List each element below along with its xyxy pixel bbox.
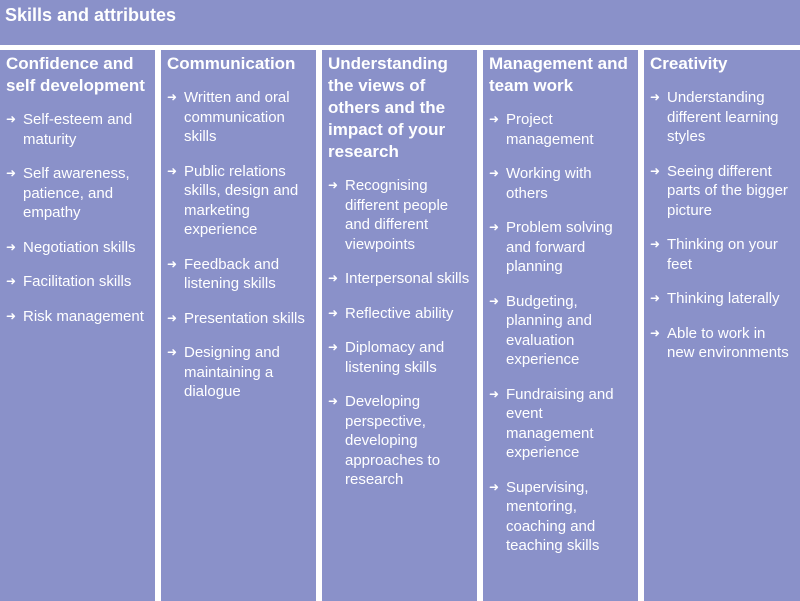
skill-item-label: Working with others [506, 165, 592, 202]
arrow-right-icon: ➜ [167, 256, 178, 271]
skill-item-label: Written and oral communication skills [184, 89, 290, 145]
skill-item-label: Risk management [23, 307, 144, 325]
skill-item [650, 289, 796, 309]
arrow-right-icon: ➜ [6, 274, 17, 288]
column-title: Management and team work [489, 54, 628, 95]
arrow-right-icon: ➜ [167, 163, 178, 178]
arrow-right-icon: ➜ [650, 325, 661, 340]
arrow-right-icon: ➜ [6, 112, 17, 126]
arrow-right-icon: ➜ [328, 394, 339, 408]
skill-item [167, 88, 312, 147]
arrow-right-icon: ➜ [650, 237, 661, 251]
skill-item-label: Facilitation skills [23, 273, 132, 290]
arrow-right-icon: ➜ [489, 293, 500, 308]
skill-item-label: Budgeting, planning and evaluation experience [506, 292, 592, 368]
arrow-right-icon: ➜ [650, 90, 661, 104]
skill-item [489, 478, 634, 556]
column-title: Communication [167, 54, 296, 73]
arrow-right-icon: ➜ [6, 308, 17, 323]
skill-item [328, 304, 473, 324]
arrow-right-icon: ➜ [328, 178, 339, 192]
skill-item [6, 307, 151, 327]
skill-item [489, 164, 634, 203]
skill-item-label: Problem solving and forward planning [506, 219, 613, 275]
diagram-title: Skills and attributes [0, 0, 800, 45]
column-communication [161, 50, 316, 601]
skill-item-label: Supervising, mentoring, coaching and teaching skills [506, 478, 600, 554]
skill-item [167, 309, 312, 329]
arrow-right-icon: ➜ [167, 345, 178, 359]
arrow-right-icon: ➜ [650, 163, 661, 178]
skill-item [6, 164, 151, 223]
skill-item [489, 110, 634, 149]
skill-item-label: Designing and maintaining a dialogue [184, 344, 280, 400]
column-understanding [322, 50, 477, 601]
skill-item [6, 272, 151, 292]
arrow-right-icon: ➜ [489, 166, 500, 180]
arrow-right-icon: ➜ [650, 291, 661, 305]
skill-columns [0, 50, 800, 601]
arrow-right-icon: ➜ [6, 239, 17, 254]
skill-item [6, 110, 151, 149]
skill-item [650, 88, 796, 147]
skill-item-label: Developing perspective, developing approaches to research [345, 393, 441, 488]
skill-item [6, 238, 151, 258]
column-title: Confidence and self development [6, 54, 145, 95]
skill-item [328, 176, 473, 254]
skill-item-label: Feedback and listening skills [184, 255, 280, 292]
skill-item [167, 255, 312, 294]
column-title: Understanding the views of others and the impact of your research [328, 54, 448, 161]
arrow-right-icon: ➜ [489, 479, 500, 494]
skill-item [650, 162, 796, 221]
skill-item [328, 269, 473, 289]
skill-item-label: Fundraising and event management experience [506, 385, 614, 461]
skill-item-label: Seeing different parts of the bigger picture [667, 162, 788, 219]
arrow-right-icon: ➜ [489, 112, 500, 126]
skill-item-label: Interpersonal skills [345, 270, 470, 287]
skill-list [6, 110, 151, 326]
skill-item-label: Self-esteem and maturity [23, 111, 133, 148]
skill-item [328, 392, 473, 490]
skill-list [650, 88, 796, 363]
column-title: Creativity [650, 54, 728, 73]
skill-item-label: Negotiation skills [23, 238, 136, 256]
skill-item [167, 162, 312, 240]
arrow-right-icon: ➜ [489, 220, 500, 234]
skill-item-label: Project management [506, 111, 594, 148]
skill-item [650, 235, 796, 274]
arrow-right-icon: ➜ [489, 386, 500, 401]
skill-item-label: Public relations skills, design and marketing experience [184, 162, 299, 238]
arrow-right-icon: ➜ [328, 305, 339, 320]
skill-item [167, 343, 312, 402]
arrow-right-icon: ➜ [328, 271, 339, 285]
skill-item [489, 292, 634, 370]
skill-item-label: Able to work in new environments [667, 324, 789, 361]
skill-item-label: Self awareness, patience, and empathy [23, 165, 130, 221]
skill-item [328, 338, 473, 377]
arrow-right-icon: ➜ [167, 310, 178, 325]
skill-list [328, 176, 473, 490]
skill-item [489, 385, 634, 463]
skill-item [489, 218, 634, 277]
skill-item-label: Recognising different people and different viewpoints [345, 177, 449, 253]
skill-item-label: Reflective ability [345, 304, 454, 322]
skill-list [489, 110, 634, 556]
skill-item-label: Thinking on your feet [667, 236, 778, 273]
arrow-right-icon: ➜ [6, 166, 17, 180]
skill-item [650, 324, 796, 363]
column-confidence [0, 50, 155, 601]
skill-item-label: Understanding different learning styles [667, 89, 779, 145]
arrow-right-icon: ➜ [167, 90, 178, 104]
skill-item-label: Presentation skills [184, 309, 305, 327]
skill-item-label: Thinking laterally [667, 290, 780, 307]
skill-list [167, 88, 312, 402]
column-management [483, 50, 638, 601]
arrow-right-icon: ➜ [328, 340, 339, 354]
column-creativity [644, 50, 800, 601]
skill-item-label: Diplomacy and listening skills [345, 339, 445, 376]
